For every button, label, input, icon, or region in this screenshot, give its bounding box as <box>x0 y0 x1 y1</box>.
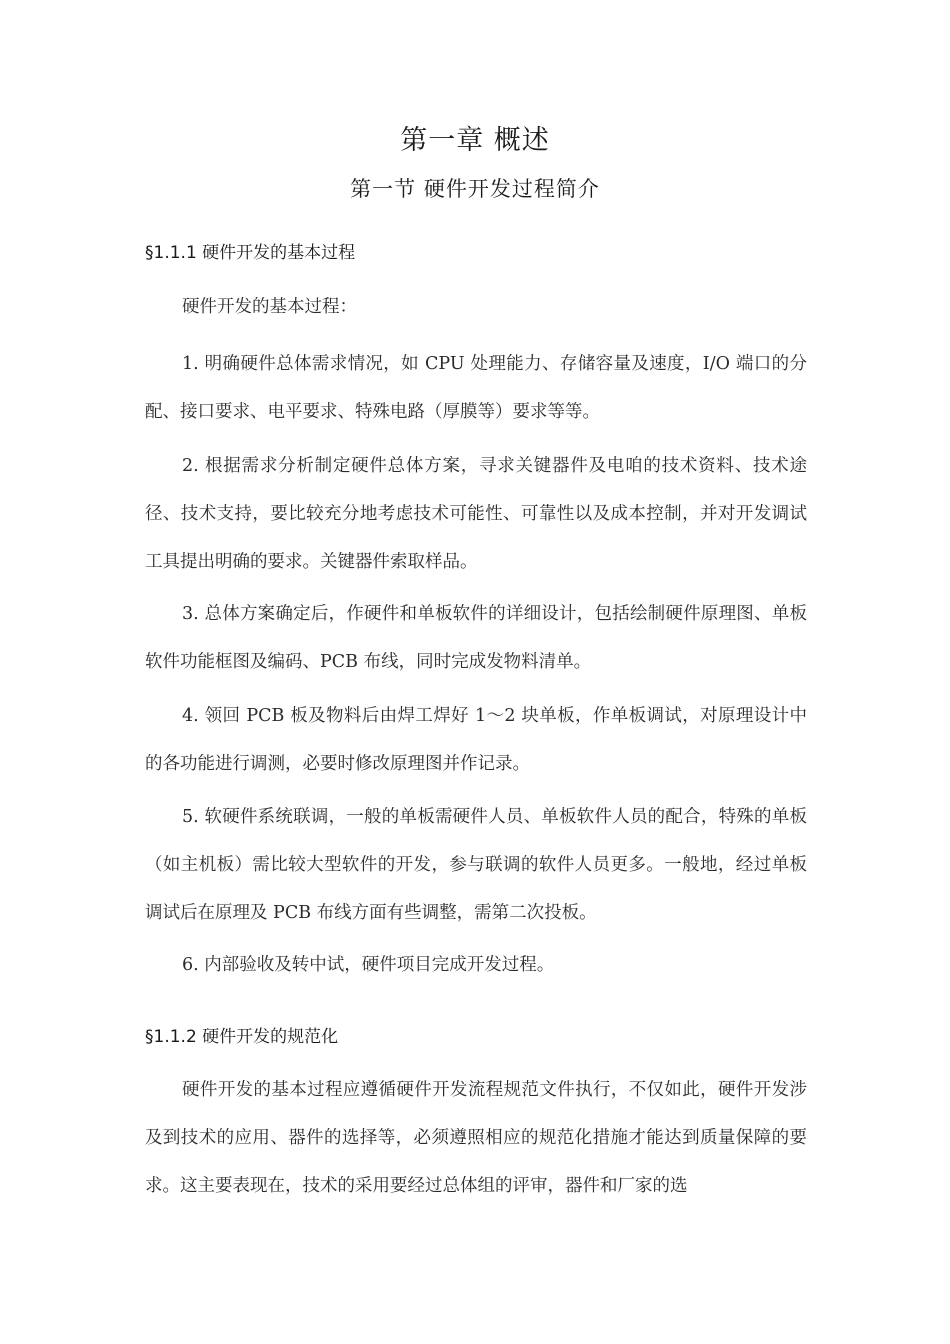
normalization-paragraph: 硬件开发的基本过程应遵循硬件开发流程规范文件执行，不仅如此，硬件开发涉及到技术的应用、器件的选择等，必须遵照相应的规范化措施才能达到质量保障的要求。这主要表现在，技术的采用要经过总体组的评审，器件和厂家的选 <box>145 1080 807 1196</box>
subsection-heading-1-1-1: §1.1.1 硬件开发的基本过程 <box>145 243 356 263</box>
step-paragraph-1: 1. 明确硬件总体需求情况，如 CPU 处理能力、存储容量及速度，I/O 端口的分配、接口要求、电平要求、特殊电路（厚膜等）要求等等。 <box>145 354 807 422</box>
step-paragraph-6: 6. 内部验收及转中试，硬件项目完成开发过程。 <box>182 955 555 975</box>
chapter-title: 第一章 概述 <box>400 125 550 156</box>
step-paragraph-5: 5. 软硬件系统联调，一般的单板需硬件人员、单板软件人员的配合，特殊的单板（如主机板）需比较大型软件的开发，参与联调的软件人员更多。一般地，经过单板调试后在原理及 PCB 布线方面有些调整，需第二次投板。 <box>145 807 807 923</box>
intro-paragraph: 硬件开发的基本过程： <box>182 297 357 317</box>
subsection-heading-1-1-2: §1.1.2 硬件开发的规范化 <box>145 1027 339 1047</box>
step-paragraph-2: 2. 根据需求分析制定硬件总体方案，寻求关键器件及电咱的技术资料、技术途径、技术支持，要比较充分地考虑技术可能性、可靠性以及成本控制，并对开发调试工具提出明确的要求。关键器件索取样品。 <box>145 456 807 572</box>
section-title: 第一节 硬件开发过程简介 <box>350 177 600 201</box>
step-paragraph-3: 3. 总体方案确定后，作硬件和单板软件的详细设计，包括绘制硬件原理图、单板软件功能框图及编码、PCB 布线，同时完成发物料清单。 <box>145 604 807 672</box>
step-paragraph-4: 4. 领回 PCB 板及物料后由焊工焊好 1～2 块单板，作单板调试，对原理设计中的各功能进行调测，必要时修改原理图并作记录。 <box>145 706 807 774</box>
